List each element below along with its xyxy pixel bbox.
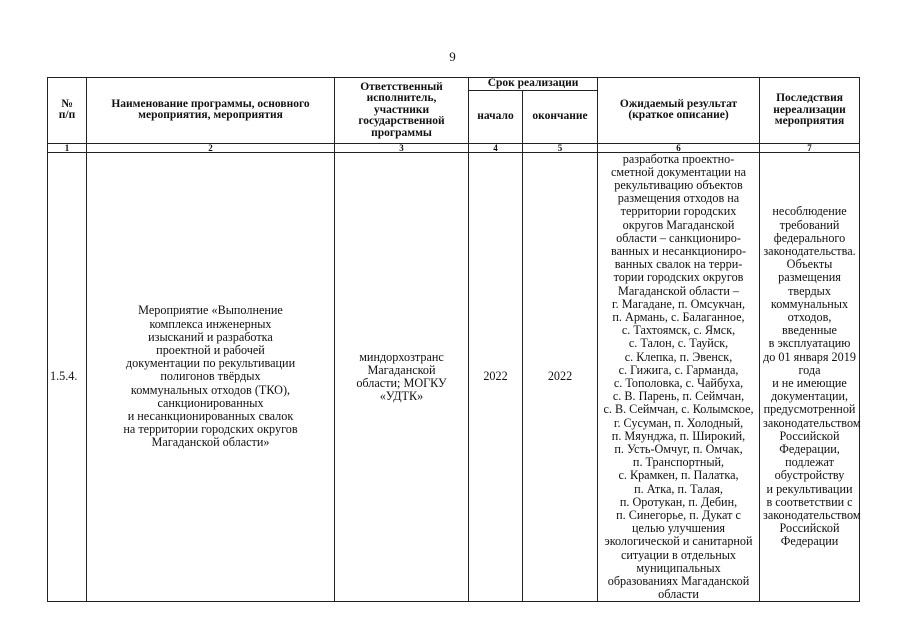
row-start: 2022 <box>469 152 523 602</box>
column-index: 6 <box>598 143 760 152</box>
column-index: 2 <box>87 143 335 152</box>
column-index: 5 <box>523 143 598 152</box>
column-index: 1 <box>48 143 87 152</box>
header-row <box>48 78 860 91</box>
table-row <box>48 152 860 602</box>
column-index: 7 <box>760 143 860 152</box>
header-consequences: Последствия нереализации мероприятия <box>760 78 860 144</box>
program-table <box>47 77 860 602</box>
header-name: Наименование программы, основного мероприятия, мероприятия <box>87 78 335 144</box>
row-number: 1.5.4. <box>48 152 87 602</box>
row-result: разработка проектно- сметной документации на рекультивацию объектов размещения отходов на территории городских округов Магаданской области – санкциониро- ванных и несанкциониро- ванных свалок на терри- тории городских округов Магаданской области – г. Магадане, п. Омсукчан, п. Армань, с. Балаганное, с. Тахтоямск, с. Ямск, с. Талон, с. Тауйск, с. Клепка, п. Эвенск, с. Гижига, с. Гарманда, с. Тополовка, с. Чайбуха, с. В. Парень, п. Сеймчан, с. В. Сеймчан, с. Колымское, г. Сусуман, п. Холодный, п. Мяунджа, п. Широкий, п. Усть-Омчуг, п. Омчак, п. Транспортный, с. Крамкен, п. Палатка, п. Атка, п. Талая, п. Оротукан, п. Дебин, п. Синегорье, п. Дукат с целью улучшения экологической и санитарной ситуации в отдельных муниципальных образованиях Магаданской области <box>598 152 760 602</box>
row-end: 2022 <box>523 152 598 602</box>
header-start: начало <box>469 90 523 143</box>
header-end: окончание <box>523 90 598 143</box>
header-period: Срок реализации <box>469 78 598 91</box>
header-num: № п/п <box>48 78 87 144</box>
column-index: 4 <box>469 143 523 152</box>
row-responsible: миндорхозтранс Магаданской области; МОГКУ «УДТК» <box>335 152 469 602</box>
header-result: Ожидаемый результат (краткое описание) <box>598 78 760 144</box>
header-responsible: Ответственный исполнитель, участники государственной программы <box>335 78 469 144</box>
column-index-row <box>48 143 860 152</box>
row-consequences: несоблюдение требований федерального законодательства. Объекты размещения твердых коммунальных отходов, введенные в эксплуатацию до 01 января 2019 года и не имеющие документации, предусмотренной законодательством Российской Федерации, подлежат обустройству и рекультивации в соответствии с законодательством Российской Федерации <box>760 152 860 602</box>
row-name: Мероприятие «Выполнение комплекса инженерных изысканий и разработка проектной и рабочей документации по рекультивации полигонов твёрдых коммунальных отходов (ТКО), санкционированных и несанкционированных свалок на территории городских округов Магаданской области» <box>87 152 335 602</box>
page-number: 9 <box>449 49 456 64</box>
column-index: 3 <box>335 143 469 152</box>
